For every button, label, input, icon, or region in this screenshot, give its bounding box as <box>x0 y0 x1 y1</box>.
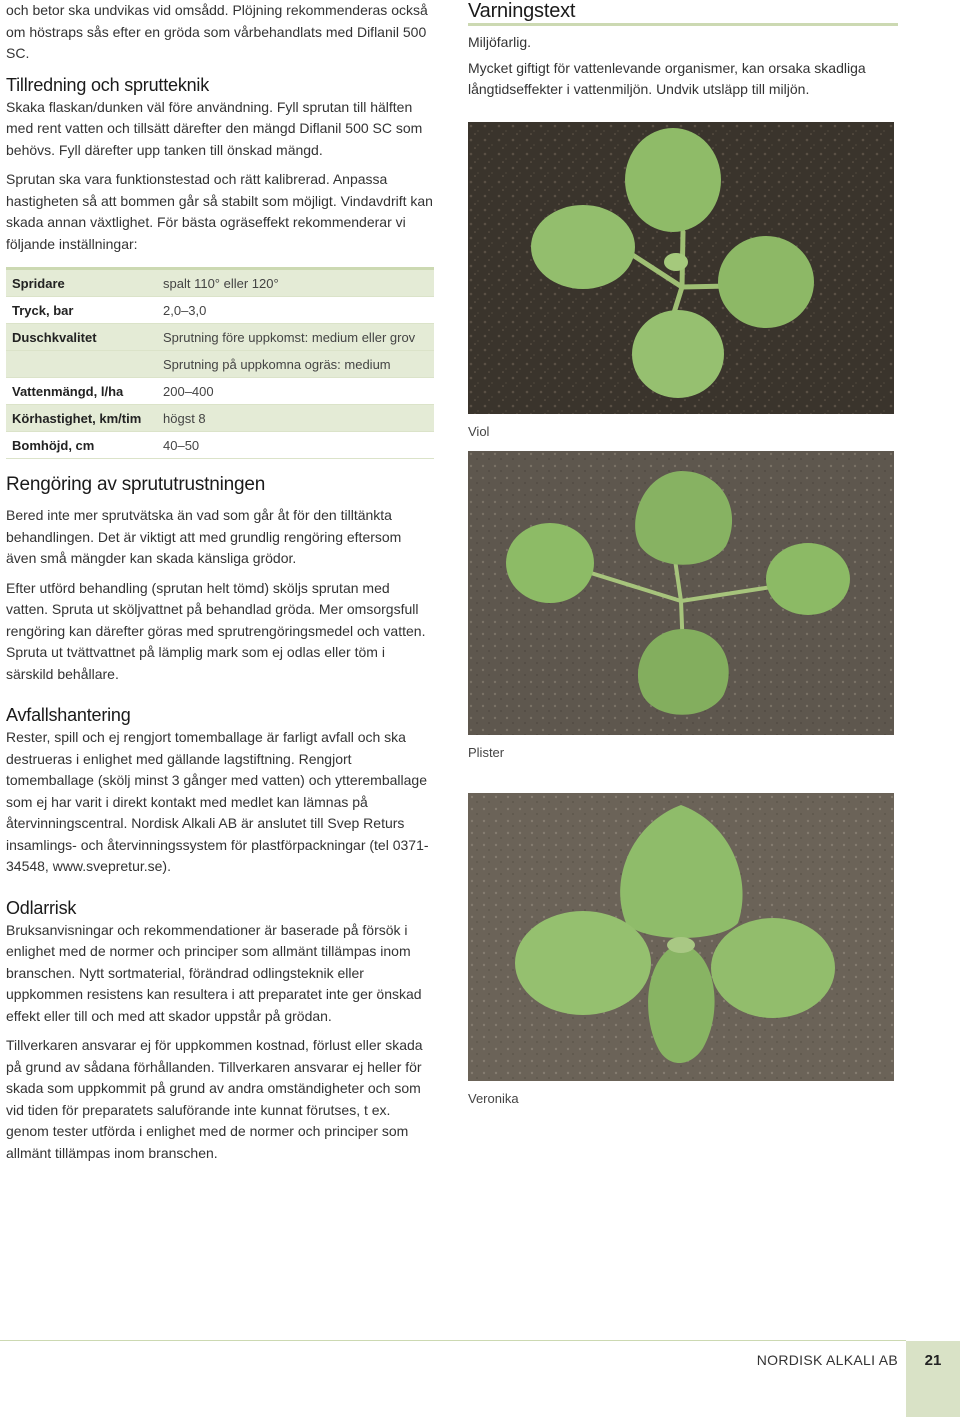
table-value: spalt 110° eller 120° <box>163 275 279 291</box>
table-row <box>6 432 434 459</box>
footer-company: NORDISK ALKALI AB <box>756 1352 898 1368</box>
cleaning-heading: Rengöring av sprututrustningen <box>6 474 266 495</box>
table-row <box>6 270 434 297</box>
table-value: 40–50 <box>163 437 200 453</box>
table-row <box>6 378 434 405</box>
plant-seedling-veronika-icon <box>468 793 894 1081</box>
photo-caption-plister: Plister <box>468 744 505 760</box>
table-label: Bomhöjd, cm <box>12 437 95 453</box>
cleaning-paragraph-2: Efter utförd behandling (sprutan helt tömd) sköljs sprutan med vatten. Spruta ut sköljvattnet på behandlad gröda. Mer omsorgsfull rengöring kan därefter göras med sprutrengöringsmedel och vatten. Spruta ut tvättvattnet på lämplig mark som ej odlas eller töm i särskild behållare. <box>6 579 426 682</box>
plant-seedling-plister-icon <box>468 451 894 735</box>
prep-paragraph-2: Sprutan ska vara funktionstestad och rätt kalibrerad. Anpassa hastigheten så att bommen går så stabilt som möjligt. Vindavdrift kan skada annan växtlighet. För bästa ogräseffekt rekommenderar vi följande inställningar: <box>6 171 433 252</box>
prep-heading: Tillredning och sprutteknik <box>6 74 210 95</box>
warning-label: Miljöfarlig. <box>468 34 532 50</box>
intro-paragraph: och betor ska undvikas vid omsådd. Plöjning rekommenderas också om höstraps sås efter en gröda som vårbehandlats med Diflanil 500 SC. <box>6 2 428 61</box>
cleaning-paragraph-1: Bered inte mer sprutvätska än vad som går åt för den tilltänkta behandlingen. Det är viktigt att med grundlig rengöring eftersom även små mängder kan skada känsliga grödor. <box>6 507 402 566</box>
settings-table <box>6 267 434 459</box>
table-value: Sprutning på uppkomna ogräs: medium <box>163 356 391 372</box>
footer-rule <box>0 1340 906 1341</box>
table-label: Spridare <box>12 275 65 291</box>
table-value: 200–400 <box>163 383 214 399</box>
left-column <box>6 0 434 1164</box>
warning-text: Mycket giftigt för vattenlevande organismer, kan orsaka skadliga långtidseffekter i vattenmiljön. Undvik utsläpp till miljön. <box>468 59 866 97</box>
table-label: Vattenmängd, l/ha <box>12 383 124 399</box>
waste-heading: Avfallshantering <box>6 705 131 725</box>
warning-heading: Varningstext <box>468 0 898 26</box>
photo-caption-veronika: Veronika <box>468 1090 519 1106</box>
table-label: Duschkvalitet <box>12 329 97 345</box>
table-value: Sprutning före uppkomst: medium eller grov <box>163 329 416 345</box>
table-value: 2,0–3,0 <box>163 302 207 318</box>
table-row <box>6 324 434 351</box>
table-row <box>6 297 434 324</box>
waste-paragraph: Rester, spill och ej rengjort tomemballage är farligt avfall och ska destrueras i enlighet med gällande lagstiftning. Rengjort tomemballage (skölj minst 3 gånger med vatten) och ytteremballage som ej har varit i direkt kontakt med medlet kan lämnas på återvinningscentral. Nordisk Alkali AB är anslutet till Svep Returs insamlings- och återvinningssystem för plastförpackningar (tel 0371-34548, www.svepretur.se). <box>6 729 429 874</box>
risk-paragraph-1: Bruksanvisningar och rekommendationer är baserade på försök i enlighet med de normer och principer som allmänt tillämpas inom branschen. Nytt sortmaterial, förändrad odlingsteknik eller uppkommen resistens kan resultera i att preparatet inte ger önskad effekt eller till och med att skador uppstår på grödan. <box>6 921 422 1024</box>
table-label: Körhastighet, km/tim <box>12 410 142 426</box>
table-value: högst 8 <box>163 410 206 426</box>
risk-heading: Odlarrisk <box>6 897 77 918</box>
prep-paragraph-1: Skaka flaskan/dunken väl före användning. Fyll sprutan till hälften med rent vatten och tillsätt därefter den mängd Diflanil 500 SC som behövs. Fyll därefter upp tanken till önskad mängd. <box>6 98 423 158</box>
plant-seedling-viol-icon <box>468 122 894 414</box>
page-number-box <box>906 1341 960 1417</box>
right-column <box>468 0 898 1106</box>
photo-caption-viol: Viol <box>468 423 490 439</box>
table-label: Tryck, bar <box>12 302 74 318</box>
risk-paragraph-2: Tillverkaren ansvarar ej för uppkommen kostnad, förlust eller skada på grund av sådana förhållanden. Tillverkaren ansvarar ej heller för skada som uppkommit på grund av andra omständigheter och som vid tiden för preparatets saluförande inte kunnat förutses, t ex. genom tester utförda i enlighet med de normer och principer som allmänt tillämpas inom branschen. <box>6 1037 423 1161</box>
page-number: 21 <box>924 1352 942 1369</box>
table-row <box>6 351 434 378</box>
table-row <box>6 405 434 432</box>
